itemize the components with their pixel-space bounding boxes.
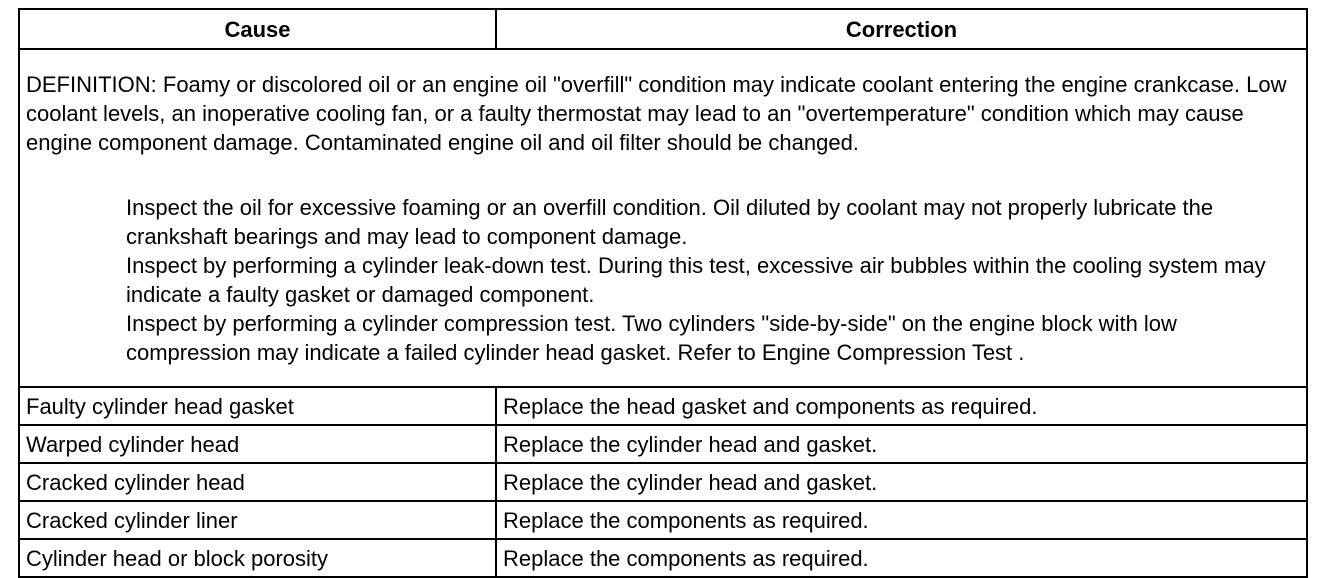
inspection-steps [126, 193, 1300, 367]
correction-cell: Replace the components as required. [496, 539, 1307, 577]
inspection-step: Inspect by performing a cylinder compression test. Two cylinders "side-by-side" on the engine block with low compression may indicate a failed cylinder head gasket. Refer to Engine Compression Test . [126, 310, 1177, 365]
header-cause: Cause [19, 9, 496, 49]
definition-cell [19, 49, 1307, 387]
correction-cell: Replace the cylinder head and gasket. [496, 425, 1307, 463]
correction-cell: Replace the components as required. [496, 501, 1307, 539]
table-row [19, 501, 1307, 539]
table-row [19, 463, 1307, 501]
cause-cell: Faulty cylinder head gasket [19, 387, 496, 425]
cause-cell: Cracked cylinder liner [19, 501, 496, 539]
inspection-step: Inspect the oil for excessive foaming or an overfill condition. Oil diluted by coolant may not properly lubricate the crankshaft bearings and may lead to component damage. [126, 194, 1214, 249]
cause-cell: Cylinder head or block porosity [19, 539, 496, 577]
diagnostic-document [18, 8, 1306, 578]
cause-cell: Warped cylinder head [19, 425, 496, 463]
inspection-step: Inspect by performing a cylinder leak-down test. During this test, excessive air bubbles within the cooling system may indicate a faulty gasket or damaged component. [126, 252, 1266, 307]
cause-correction-table [18, 8, 1308, 578]
correction-cell: Replace the head gasket and components as required. [496, 387, 1307, 425]
table-row [19, 539, 1307, 577]
cause-cell: Cracked cylinder head [19, 463, 496, 501]
definition-row [19, 49, 1307, 387]
table-row [19, 387, 1307, 425]
definition-text: DEFINITION: Foamy or discolored oil or an engine oil "overfill" condition may indicate coolant entering the engine crankcase. Low coolant levels, an inoperative cooling fan, or a faulty thermostat may lead to an "overtemperature" condition which may cause engine component damage. Contaminated engine oil and oil filter should be changed. [26, 71, 1287, 155]
correction-cell: Replace the cylinder head and gasket. [496, 463, 1307, 501]
header-correction: Correction [496, 9, 1307, 49]
table-row [19, 425, 1307, 463]
table-header-row [19, 9, 1307, 49]
